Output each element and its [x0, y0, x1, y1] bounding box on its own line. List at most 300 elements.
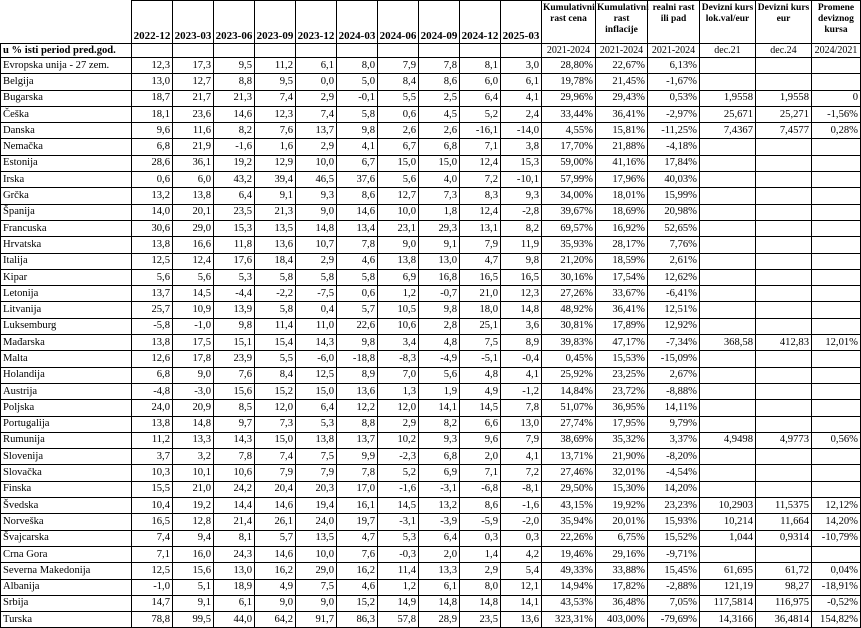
value-cell: 24,0 — [296, 514, 337, 530]
value-cell: 15,45% — [648, 563, 700, 579]
value-cell: 3,8 — [501, 139, 542, 155]
value-cell: 29,3 — [419, 220, 460, 236]
value-cell: 7,3 — [255, 416, 296, 432]
value-cell: 10,2903 — [700, 498, 756, 514]
column-header: 2024-06 — [378, 1, 419, 44]
period-subheader: 2021-2024 — [542, 44, 596, 58]
value-cell — [756, 449, 812, 465]
value-cell: 14,3 — [214, 432, 255, 448]
value-cell: -0,4 — [501, 351, 542, 367]
value-cell: 4,6 — [337, 253, 378, 269]
value-cell: 14,5 — [173, 286, 214, 302]
value-cell: 13,1 — [460, 220, 501, 236]
value-cell: 27,46% — [542, 465, 596, 481]
value-cell: 57,8 — [378, 612, 419, 628]
value-cell — [700, 172, 756, 188]
value-cell: 18,7 — [132, 90, 173, 106]
value-cell: 3,7 — [132, 449, 173, 465]
value-cell: 13,5 — [255, 220, 296, 236]
period-subheader — [460, 44, 501, 58]
value-cell: 7,05% — [648, 595, 700, 611]
value-cell: 12,1 — [501, 579, 542, 595]
country-cell: Evropska unija - 27 zem. — [1, 58, 132, 74]
value-cell: 5,2 — [378, 465, 419, 481]
value-cell: 12,01% — [812, 335, 861, 351]
value-cell: -9,71% — [648, 546, 700, 562]
table-row — [1, 579, 861, 595]
value-cell: 25,92% — [542, 367, 596, 383]
value-cell: 15,3 — [501, 155, 542, 171]
value-cell: 14,8 — [419, 595, 460, 611]
value-cell: 403,00% — [596, 612, 648, 628]
value-cell — [812, 139, 861, 155]
value-cell: 8,4 — [255, 367, 296, 383]
value-cell: 61,695 — [700, 563, 756, 579]
value-cell: 15,52% — [648, 530, 700, 546]
value-cell: 11,2 — [132, 432, 173, 448]
value-cell: 5,2 — [460, 106, 501, 122]
value-cell: 20,98% — [648, 204, 700, 220]
country-cell: Srbija — [1, 595, 132, 611]
period-subheader: 2024/2021 — [812, 44, 861, 58]
value-cell: 14,8 — [296, 220, 337, 236]
value-cell: 1,9558 — [756, 90, 812, 106]
country-cell: Portugalija — [1, 416, 132, 432]
unit-label: u % isti period pred.god. — [1, 44, 132, 58]
value-cell: 7,1 — [460, 139, 501, 155]
value-cell: 14,8 — [501, 302, 542, 318]
value-cell — [700, 188, 756, 204]
value-cell: 16,1 — [337, 498, 378, 514]
value-cell: 15,30% — [596, 481, 648, 497]
value-cell: 10,9 — [173, 302, 214, 318]
value-cell — [700, 416, 756, 432]
value-cell: 15,0 — [419, 155, 460, 171]
value-cell: 25,271 — [756, 106, 812, 122]
value-cell: 2,4 — [501, 106, 542, 122]
column-header: 2025-03 — [501, 1, 542, 44]
value-cell: 19,2 — [173, 498, 214, 514]
value-cell: 7,5 — [296, 449, 337, 465]
value-cell — [812, 155, 861, 171]
value-cell: -3,1 — [378, 514, 419, 530]
value-cell: 16,2 — [337, 563, 378, 579]
value-cell: 6,0 — [460, 74, 501, 90]
value-cell: -5,9 — [460, 514, 501, 530]
value-cell: 44,0 — [214, 612, 255, 628]
value-cell: 4,7 — [337, 530, 378, 546]
value-cell — [700, 286, 756, 302]
period-subheader — [501, 44, 542, 58]
table-row — [1, 188, 861, 204]
value-cell: 20,1 — [173, 204, 214, 220]
value-cell: 17,54% — [596, 269, 648, 285]
value-cell: 14,3166 — [700, 612, 756, 628]
value-cell: 12,5 — [296, 367, 337, 383]
value-cell: 14,8 — [173, 416, 214, 432]
value-cell: 0,9314 — [756, 530, 812, 546]
value-cell: 30,16% — [542, 269, 596, 285]
value-cell: -6,41% — [648, 286, 700, 302]
value-cell: 18,59% — [596, 253, 648, 269]
value-cell: 29,50% — [542, 481, 596, 497]
value-cell: 13,6 — [337, 383, 378, 399]
value-cell: 7,8 — [214, 449, 255, 465]
value-cell: 36,41% — [596, 302, 648, 318]
value-cell: 13,2 — [132, 188, 173, 204]
value-cell: 7,8 — [337, 237, 378, 253]
value-cell: 27,74% — [542, 416, 596, 432]
value-cell: 0,6 — [337, 286, 378, 302]
country-cell: Litvanija — [1, 302, 132, 318]
value-cell: 15,81% — [596, 123, 648, 139]
value-cell: 6,8 — [419, 449, 460, 465]
value-cell: -2,88% — [648, 579, 700, 595]
value-cell: 323,31% — [542, 612, 596, 628]
value-cell: 8,3 — [460, 188, 501, 204]
column-header: 2022-12 — [132, 1, 173, 44]
value-cell: 10,5 — [378, 302, 419, 318]
country-cell: Rumunija — [1, 432, 132, 448]
value-cell: 6,1 — [296, 58, 337, 74]
value-cell: 0,45% — [542, 351, 596, 367]
value-cell: 4,1 — [501, 449, 542, 465]
value-cell: 28,80% — [542, 58, 596, 74]
value-cell: 11,2 — [255, 58, 296, 74]
value-cell: 10,6 — [378, 318, 419, 334]
value-cell: 17,0 — [337, 481, 378, 497]
value-cell: 61,72 — [756, 563, 812, 579]
value-cell: 12,0 — [378, 400, 419, 416]
value-cell: -5,1 — [460, 351, 501, 367]
value-cell: 7,4 — [296, 106, 337, 122]
country-cell: Crna Gora — [1, 546, 132, 562]
value-cell: 12,7 — [378, 188, 419, 204]
value-cell: -0,3 — [378, 546, 419, 562]
value-cell — [812, 367, 861, 383]
value-cell: 4,8 — [419, 335, 460, 351]
value-cell: 12,12% — [812, 498, 861, 514]
period-subheader — [337, 44, 378, 58]
value-cell: -7,34% — [648, 335, 700, 351]
value-cell: 5,6 — [419, 367, 460, 383]
column-header: 2024-09 — [419, 1, 460, 44]
value-cell: 4,0 — [419, 172, 460, 188]
value-cell: 412,83 — [756, 335, 812, 351]
value-cell: 19,7 — [337, 514, 378, 530]
value-cell: 8,8 — [214, 74, 255, 90]
value-cell — [812, 481, 861, 497]
column-header: Kumulativni rast cena — [542, 1, 596, 44]
value-cell — [700, 383, 756, 399]
value-cell: 29,96% — [542, 90, 596, 106]
value-cell: 9,5 — [255, 74, 296, 90]
value-cell: 6,8 — [132, 139, 173, 155]
value-cell — [812, 253, 861, 269]
value-cell: -1,67% — [648, 74, 700, 90]
value-cell: 5,3 — [378, 530, 419, 546]
value-cell: 59,00% — [542, 155, 596, 171]
value-cell: 14,20% — [648, 481, 700, 497]
value-cell: 20,9 — [173, 400, 214, 416]
country-cell: Estonija — [1, 155, 132, 171]
value-cell: 9,8 — [501, 253, 542, 269]
value-cell: 34,00% — [542, 188, 596, 204]
value-cell: 21,7 — [173, 90, 214, 106]
value-cell: 2,61% — [648, 253, 700, 269]
value-cell: 0,6 — [378, 106, 419, 122]
column-header: Kumulativni rast inflacije — [596, 1, 648, 44]
table-row — [1, 253, 861, 269]
value-cell: 16,5 — [501, 269, 542, 285]
value-cell: 8,2 — [501, 220, 542, 236]
value-cell: -2,3 — [378, 449, 419, 465]
value-cell: 13,0 — [419, 253, 460, 269]
value-cell: 13,6 — [501, 612, 542, 628]
value-cell: 21,3 — [255, 204, 296, 220]
table-row — [1, 481, 861, 497]
value-cell: 14,1 — [501, 595, 542, 611]
table-row — [1, 318, 861, 334]
value-cell: 3,37% — [648, 432, 700, 448]
value-cell: 13,8 — [132, 237, 173, 253]
value-cell: 9,1 — [419, 237, 460, 253]
value-cell: 14,0 — [132, 204, 173, 220]
value-cell: 21,0 — [460, 286, 501, 302]
value-cell — [756, 269, 812, 285]
value-cell: -6,8 — [460, 481, 501, 497]
value-cell: 21,9 — [173, 139, 214, 155]
value-cell: 4,9773 — [756, 432, 812, 448]
country-cell: Nemačka — [1, 139, 132, 155]
value-cell: 12,3 — [132, 58, 173, 74]
value-cell: 41,16% — [596, 155, 648, 171]
value-cell: 35,93% — [542, 237, 596, 253]
value-cell: 29,16% — [596, 546, 648, 562]
value-cell: 16,8 — [419, 269, 460, 285]
value-cell: 36,48% — [596, 595, 648, 611]
value-cell — [756, 400, 812, 416]
value-cell: 23,25% — [596, 367, 648, 383]
value-cell: 2,9 — [296, 139, 337, 155]
value-cell: 0,6 — [132, 172, 173, 188]
period-subheader — [255, 44, 296, 58]
value-cell: 154,82% — [812, 612, 861, 628]
value-cell: 4,7 — [460, 253, 501, 269]
value-cell: 22,6 — [337, 318, 378, 334]
value-cell: 5,6 — [132, 269, 173, 285]
value-cell: 19,92% — [596, 498, 648, 514]
value-cell: 8,1 — [214, 530, 255, 546]
value-cell: 9,0 — [378, 237, 419, 253]
value-cell: 5,3 — [296, 416, 337, 432]
period-subheader — [173, 44, 214, 58]
value-cell: -8,1 — [501, 481, 542, 497]
value-cell: 11,664 — [756, 514, 812, 530]
value-cell — [812, 188, 861, 204]
value-cell: 51,07% — [542, 400, 596, 416]
value-cell: 29,0 — [173, 220, 214, 236]
value-cell: 1,9558 — [700, 90, 756, 106]
value-cell: 2,6 — [378, 123, 419, 139]
value-cell: 7,0 — [378, 367, 419, 383]
value-cell: 38,69% — [542, 432, 596, 448]
value-cell: 2,67% — [648, 367, 700, 383]
country-cell: Poljska — [1, 400, 132, 416]
value-cell: 8,6 — [337, 188, 378, 204]
value-cell: 30,6 — [132, 220, 173, 236]
value-cell: 18,0 — [460, 302, 501, 318]
value-cell: 3,0 — [501, 58, 542, 74]
period-subheader: dec.24 — [756, 44, 812, 58]
column-header: Devizni kurs eur — [756, 1, 812, 44]
country-cell: Mađarska — [1, 335, 132, 351]
value-cell: 18,1 — [132, 106, 173, 122]
value-cell: 9,0 — [296, 595, 337, 611]
value-cell: 28,9 — [419, 612, 460, 628]
value-cell — [812, 204, 861, 220]
value-cell: 5,3 — [214, 269, 255, 285]
value-cell: 17,96% — [596, 172, 648, 188]
value-cell: 7,9 — [255, 465, 296, 481]
value-cell: 3,6 — [501, 318, 542, 334]
value-cell — [812, 237, 861, 253]
value-cell: 7,1 — [132, 546, 173, 562]
table-row — [1, 465, 861, 481]
value-cell: 13,7 — [337, 432, 378, 448]
value-cell: 0,28% — [812, 123, 861, 139]
table-row — [1, 220, 861, 236]
table-row — [1, 400, 861, 416]
country-cell: Češka — [1, 106, 132, 122]
value-cell: 8,5 — [214, 400, 255, 416]
value-cell: 13,71% — [542, 449, 596, 465]
value-cell: 11,4 — [255, 318, 296, 334]
value-cell: 43,15% — [542, 498, 596, 514]
value-cell — [756, 286, 812, 302]
value-cell: -1,6 — [378, 481, 419, 497]
value-cell: -16,1 — [460, 123, 501, 139]
country-cell: Belgija — [1, 74, 132, 90]
value-cell: 18,4 — [255, 253, 296, 269]
value-cell — [756, 465, 812, 481]
value-cell: 10,214 — [700, 514, 756, 530]
value-cell: 1,8 — [419, 204, 460, 220]
value-cell: 12,4 — [173, 253, 214, 269]
country-cell: Irska — [1, 172, 132, 188]
table-row — [1, 416, 861, 432]
value-cell: 0,56% — [812, 432, 861, 448]
value-cell — [812, 546, 861, 562]
value-cell — [812, 58, 861, 74]
value-cell: -1,0 — [173, 318, 214, 334]
value-cell: 39,83% — [542, 335, 596, 351]
value-cell: -0,1 — [337, 90, 378, 106]
value-cell: 5,1 — [173, 579, 214, 595]
value-cell: 23,6 — [173, 106, 214, 122]
value-cell: 19,78% — [542, 74, 596, 90]
table-row — [1, 612, 861, 628]
value-cell: 7,4 — [132, 530, 173, 546]
value-cell: 7,8 — [419, 58, 460, 74]
value-cell: 8,1 — [460, 58, 501, 74]
value-cell: 14,6 — [214, 106, 255, 122]
subheader-row — [1, 44, 861, 58]
value-cell: 13,8 — [296, 432, 337, 448]
value-cell — [756, 302, 812, 318]
value-cell: 11,9 — [501, 237, 542, 253]
value-cell — [700, 269, 756, 285]
column-header: Promene deviznog kursa — [812, 1, 861, 44]
value-cell: 8,0 — [337, 58, 378, 74]
value-cell: -2,8 — [501, 204, 542, 220]
value-cell: 13,5 — [296, 530, 337, 546]
table-row — [1, 204, 861, 220]
value-cell — [756, 383, 812, 399]
value-cell: 27,26% — [542, 286, 596, 302]
value-cell: 18,01% — [596, 188, 648, 204]
country-cell: Danska — [1, 123, 132, 139]
value-cell: 116,975 — [756, 595, 812, 611]
value-cell: 4,1 — [501, 367, 542, 383]
value-cell: 17,3 — [173, 58, 214, 74]
table-row — [1, 530, 861, 546]
value-cell: 8,2 — [419, 416, 460, 432]
value-cell: 35,94% — [542, 514, 596, 530]
value-cell — [756, 481, 812, 497]
value-cell: 18,9 — [214, 579, 255, 595]
value-cell: 9,8 — [337, 123, 378, 139]
value-cell: 15,0 — [255, 432, 296, 448]
value-cell: 32,01% — [596, 465, 648, 481]
value-cell: -4,18% — [648, 139, 700, 155]
value-cell: 6,1 — [419, 579, 460, 595]
value-cell: 11,4 — [378, 563, 419, 579]
value-cell: 37,6 — [337, 172, 378, 188]
value-cell: 30,81% — [542, 318, 596, 334]
value-cell: 25,1 — [460, 318, 501, 334]
value-cell: 15,6 — [214, 383, 255, 399]
value-cell: 22,67% — [596, 58, 648, 74]
value-cell — [812, 286, 861, 302]
value-cell: 64,2 — [255, 612, 296, 628]
value-cell: 9,0 — [255, 595, 296, 611]
country-cell: Švajcarska — [1, 530, 132, 546]
value-cell: 13,4 — [337, 220, 378, 236]
value-cell: 0,04% — [812, 563, 861, 579]
value-cell: 16,2 — [255, 563, 296, 579]
value-cell: 19,2 — [214, 155, 255, 171]
value-cell: 9,0 — [296, 204, 337, 220]
value-cell: 7,6 — [214, 367, 255, 383]
country-cell: Letonija — [1, 286, 132, 302]
value-cell: 14,8 — [460, 595, 501, 611]
value-cell: 9,8 — [419, 302, 460, 318]
value-cell: 36,4814 — [756, 612, 812, 628]
column-header: Devizni kurs lok.val/eur — [700, 1, 756, 44]
value-cell — [700, 318, 756, 334]
value-cell: 10,6 — [214, 465, 255, 481]
value-cell — [756, 367, 812, 383]
value-cell: -7,5 — [296, 286, 337, 302]
value-cell: 29,0 — [296, 563, 337, 579]
value-cell — [756, 74, 812, 90]
value-cell: -3,0 — [173, 383, 214, 399]
country-cell: Kipar — [1, 269, 132, 285]
value-cell: 2,5 — [419, 90, 460, 106]
value-cell: 5,7 — [337, 302, 378, 318]
value-cell: 25,7 — [132, 302, 173, 318]
